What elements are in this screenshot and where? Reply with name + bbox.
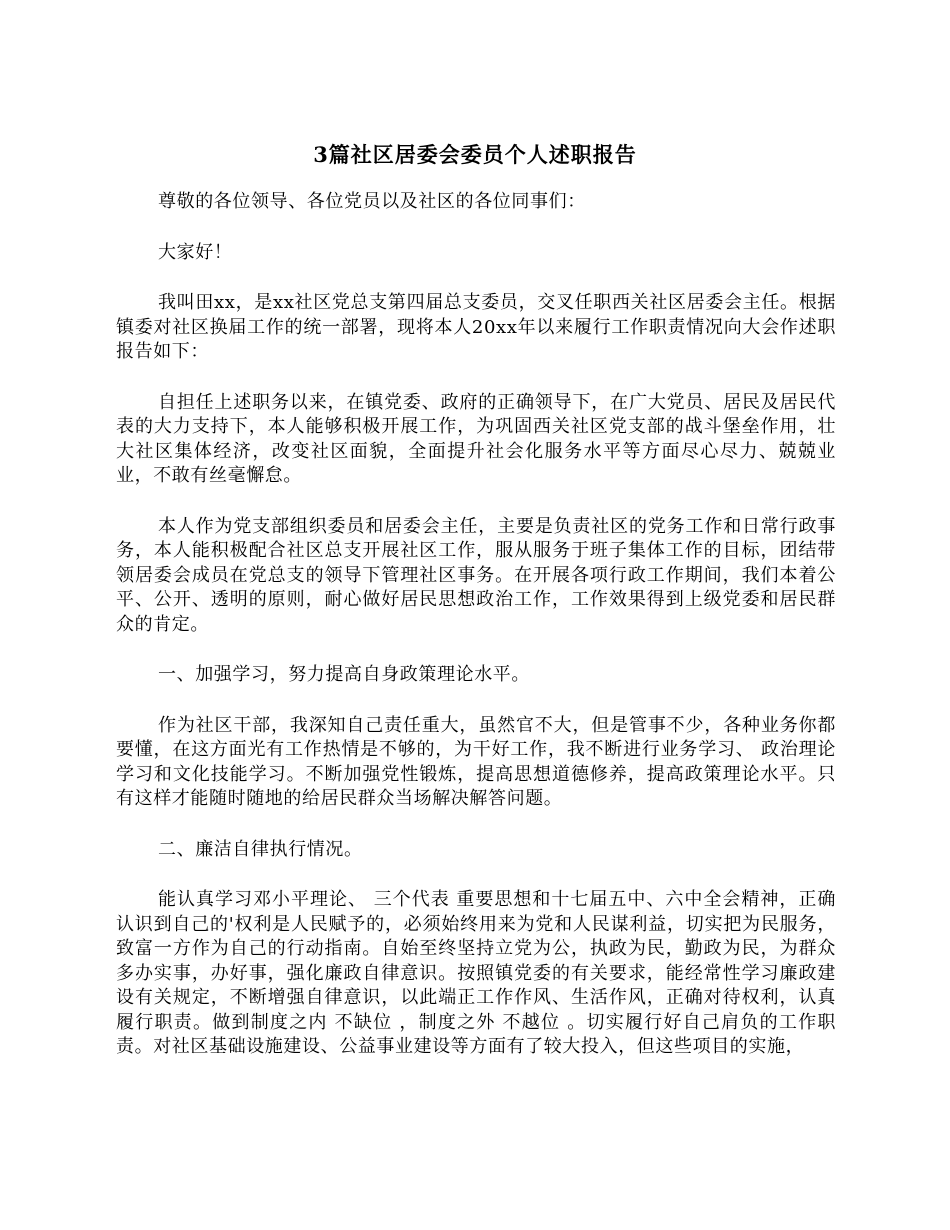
- body-paragraph: 作为社区干部，我深知自己责任重大，虽然官不大，但是管事不少，各种业务你都要懂，在这方面光有工作热情是不够的，为干好工作，我不断进行业务学习、 政治理论学习和文化技能学习。不断加强党性锻炼，提高思想道德修养，提高政策理论水平。只有这样才能随时随地的给居民群众当场解决解答问题。: [116, 714, 836, 809]
- section-heading: 一、加强学习，努力提高自身政策理论水平。: [158, 664, 530, 685]
- body-paragraph: 自担任上述职务以来，在镇党委、政府的正确领导下，在广大党员、居民及居民代表的大力支持下，本人能够积极开展工作，为巩固西关社区党支部的战斗堡垒作用，壮大社区集体经济，改变社区面貌，全面提升社会化服务水平等方面尽心尽力、兢兢业业，不敢有丝毫懈怠。: [116, 391, 836, 486]
- body-paragraph: 能认真学习邓小平理论、 三个代表 重要思想和十七届五中、六中全会精神，正确认识到自己的'权利是人民赋予的，必须始终用来为党和人民谋利益，切实把为民服务，致富一方作为自己的行动指南。自始至终坚持立党为公，执政为民，勤政为民，为群众多办实事，办好事，强化廉政自律意识。按照镇党委的有关要求，能经常性学习廉政建设有关规定，不断增强自律意识，以此端正工作作风、生活作风，正确对待权利，认真履行职责。做到制度之内 不缺位 ，制度之外 不越位 。切实履行好自己肩负的工作职责。对社区基础设施建设、公益事业建设等方面有了较大投入，但这些项目的实施，: [116, 889, 836, 1057]
- body-paragraph: 本人作为党支部组织委员和居委会主任，主要是负责社区的党务工作和日常行政事务，本人能积极配合社区总支开展社区工作，服从服务于班子集体工作的目标，团结带领居委会成员在党总支的领导下管理社区事务。在开展各项行政工作期间，我们本着公平、公开、透明的原则，耐心做好居民思想政治工作，工作效果得到上级党委和居民群众的肯定。: [116, 515, 836, 635]
- salutation-paragraph: 尊敬的各位领导、各位党员以及社区的各位同事们：: [158, 191, 586, 212]
- greeting-paragraph: 大家好！: [158, 241, 233, 263]
- intro-paragraph: 我叫田xx，是xx社区党总支第四届总支委员，交叉任职西关社区居委会主任。根据镇委对社区换届工作的统一部署，现将本人20xx年以来履行工作职责情况向大会作述职报告如下：: [116, 292, 836, 362]
- page-title: 3篇社区居委会委员个人述职报告: [313, 142, 637, 167]
- document-body: [116, 190, 836, 1086]
- section-heading: 二、廉洁自律执行情况。: [158, 838, 363, 860]
